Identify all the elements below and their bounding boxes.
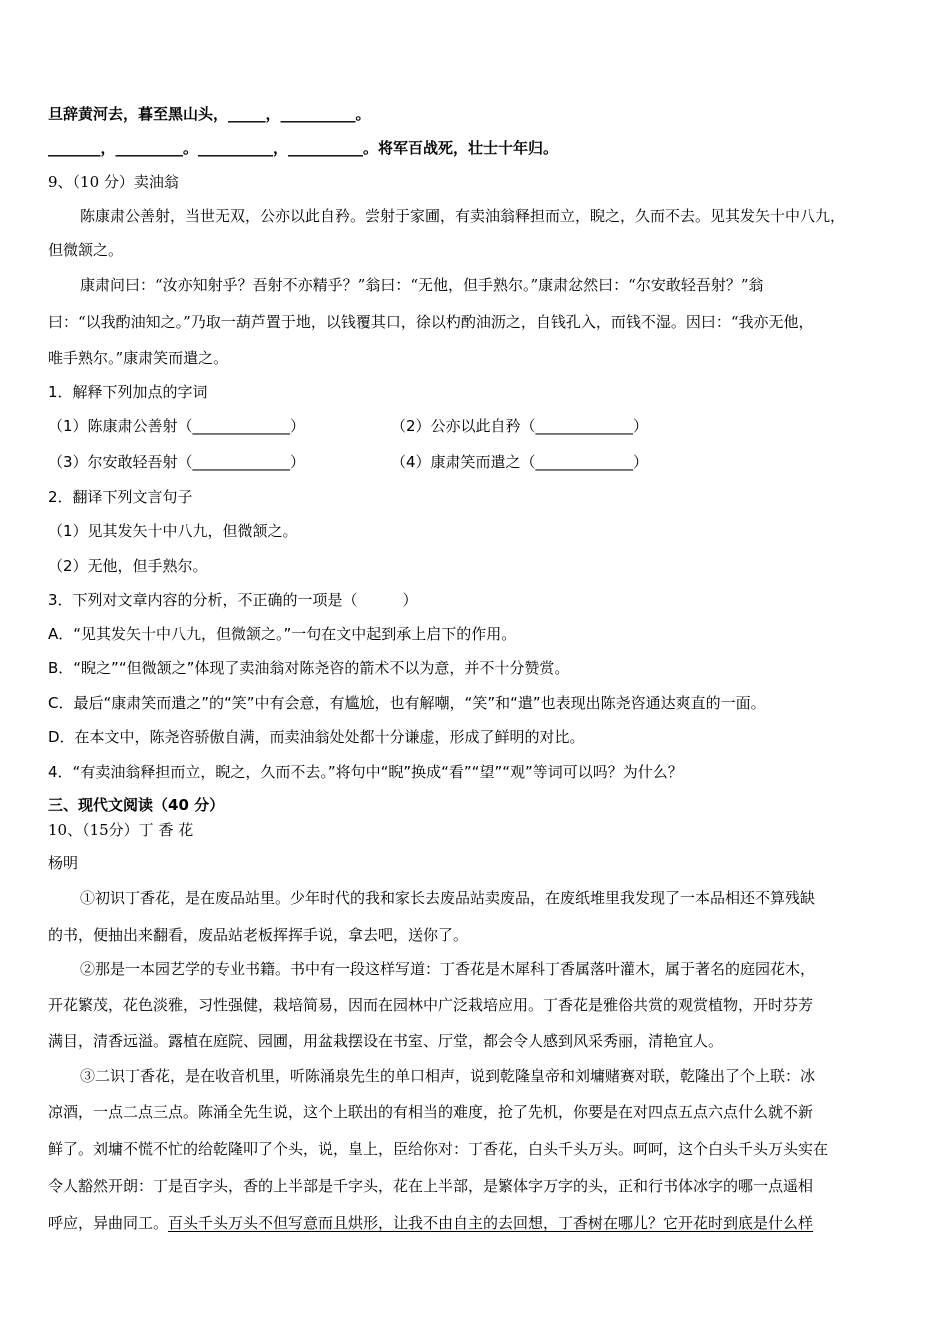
option-b: B．“睨之”“但微颔之”体现了卖油翁对陈尧咨的箭术不以为意，并不十分赞赏。 <box>48 659 570 677</box>
option-c: C．最后“康肃笑而遣之”的“笑”中有会意，有尴尬，也有解嘲，“笑”和“遣”也表现出陈尧咨通达爽直的一面。 <box>48 694 766 712</box>
passage-line: ③二识丁香花，是在收音机里，听陈涌泉先生的单口相声，说到乾隆皇帝和刘墉赌赛对联，乾隆出了个上联：冰 <box>80 1067 816 1085</box>
q9-header: 9、（10 分）卖油翁 <box>48 173 179 191</box>
q9-sub3-title: 3．下列对文章内容的分析，不正确的一项是（ ） <box>48 591 418 609</box>
q9-sub2-item2: （2）无他，但手熟尔。 <box>48 557 208 575</box>
passage-line <box>48 1213 813 1233</box>
q9-text-line: 曰：“以我酌油知之。”乃取一葫芦置于地，以钱覆其口，徐以杓酌油沥之，自钱孔入，而钱不湿。因曰：“我亦无他， <box>48 313 814 331</box>
passage-line: 鲜了。刘墉不慌不忙的给乾隆叩了个头，说，皇上，臣给你对：丁香花，白头千头万头。呵呵，这个白头千头万头实在 <box>48 1140 829 1158</box>
option-d: D．在本文中，陈尧咨骄傲自满，而卖油翁处处都十分谦虚，形成了鲜明的对比。 <box>48 728 585 746</box>
q10-header: 10、（15分）丁 香 花 <box>48 821 194 839</box>
q9-sub1-row1 <box>48 416 649 436</box>
q9-text-line: 唯手熟尔。”康肃笑而遣之。 <box>48 349 229 367</box>
q9-sub1-item4: （4）康肃笑而遣之（_____________） <box>391 453 649 471</box>
author: 杨明 <box>48 854 79 872</box>
q9-sub4: 4．“有卖油翁释担而立，睨之，久而不去。”将句中“睨”换成“看”“望”“观”等词可以吗？为什么？ <box>48 763 683 781</box>
passage-line: ②那是一本园艺学的专业书籍。书中有一段这样写道：丁香花是木犀科丁香属落叶灌木，属于著名的庭园花木， <box>80 960 816 978</box>
passage-text: 呼应，异曲同工。 <box>48 1214 169 1232</box>
underlined-sentence: 百头千头万头不但写意而且烘形，让我不由自主的去回想，丁香树在哪儿？它开花时到底是什么样 <box>168 1214 814 1232</box>
q9-sub1-row2 <box>48 452 649 472</box>
q9-sub1-title: 1．解释下列加点的字词 <box>48 383 208 401</box>
q9-sub1-item3: （3）尔安敢轻吾射（_____________） <box>48 453 306 471</box>
q9-sub1-item2: （2）公亦以此自矜（_____________） <box>391 417 649 435</box>
passage-line: 凉酒，一点二点三点。陈涌全先生说，这个上联出的有相当的难度，抢了先机，你要是在对四点五点六点什么就不新 <box>48 1103 814 1121</box>
q9-sub2-title: 2．翻译下列文言句子 <box>48 488 193 506</box>
passage-line: 开花繁茂，花色淡雅，习性强健，栽培简易，因而在园林中广泛栽培应用。丁香花是雅俗共赏的观赏植物，开时芬芳 <box>48 996 814 1014</box>
section-title: 三、现代文阅读（40 分） <box>48 796 225 814</box>
q9-sub2-item1: （1）见其发矢十中八九，但微颔之。 <box>48 522 298 540</box>
q9-text-line: 陈康肃公善射，当世无双，公亦以此自矜。尝射于家圃，有卖油翁释担而立，睨之，久而不去。见其发矢十中八九， <box>80 207 846 225</box>
q9-text-line: 康肃问曰：“汝亦知射乎？吾射不亦精乎？”翁曰：“无他，但手熟尔。”康肃忿然曰：“尔安敢轻吾射？”翁 <box>80 276 764 294</box>
option-a: A．“见其发矢十中八九，但微颔之。”一句在文中起到承上启下的作用。 <box>48 625 517 643</box>
passage-line: ①初识丁香花，是在废品站里。少年时代的我和家长去废品站卖废品，在废纸堆里我发现了一本品相还不算残缺 <box>80 889 816 907</box>
q9-text-line: 但微颔之。 <box>48 241 124 259</box>
poem-line-1: 旦辞黄河去，暮至黑山头，_____，__________。 <box>48 105 371 123</box>
passage-line: 满目，清香远溢。露植在庭院、园圃，用盆栽摆设在书室、厅堂，都会令人感到风采秀丽，清艳宜人。 <box>48 1032 724 1050</box>
passage-line: 令人豁然开朗：丁是百字头，香的上半部是千字头，花在上半部，是繁体字万字的头，正和行书体冰字的哪一点遥相 <box>48 1177 814 1195</box>
q9-sub1-item1: （1）陈康肃公善射（_____________） <box>48 417 306 435</box>
passage-line: 的书，便抽出来翻看，废品站老板挥挥手说，拿去吧，送你了。 <box>48 926 469 944</box>
poem-line-2: _______，_________。__________，__________。将军百战死，壮士十年归。 <box>48 139 559 157</box>
